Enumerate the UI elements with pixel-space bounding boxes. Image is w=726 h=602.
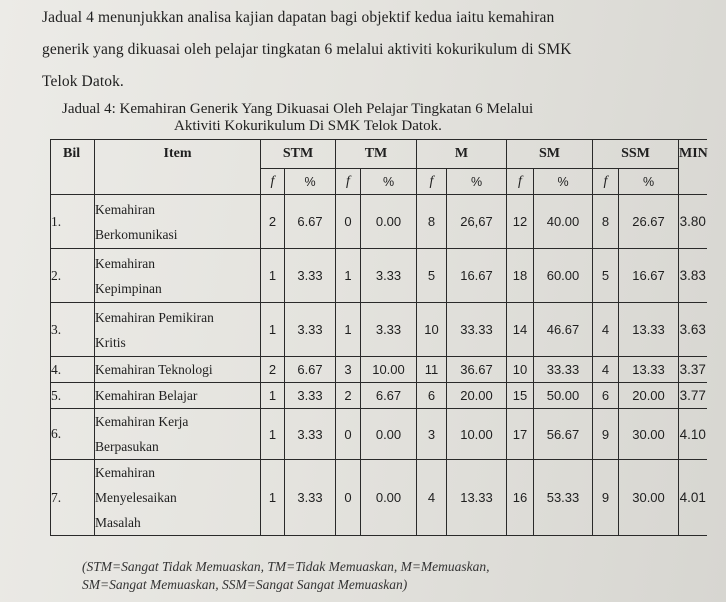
paragraph-line: Jadual 4 menunjukkan analisa kajian dapatan bagi objektif kedua iaitu kemahiran: [42, 9, 555, 26]
cell-frequency: 1: [261, 303, 285, 357]
cell-bil: 4.: [51, 357, 95, 383]
item-line: Kemahiran Kerja: [95, 414, 189, 429]
cell-frequency: 4: [593, 357, 619, 383]
cell-percent: 20.00: [447, 383, 507, 409]
cell-frequency: 1: [336, 249, 361, 303]
item-line: Kemahiran: [95, 465, 155, 480]
cell-frequency: 1: [261, 249, 285, 303]
cell-item: [95, 383, 261, 409]
cell-percent: 10.00: [361, 357, 417, 383]
cell-percent: 6.67: [285, 357, 336, 383]
paragraph-line: Telok Datok.: [42, 73, 124, 90]
cell-percent: 0.00: [361, 409, 417, 460]
cell-frequency: 8: [593, 195, 619, 249]
cell-frequency: 5: [593, 249, 619, 303]
cell-frequency: 0: [336, 409, 361, 460]
cell-item: [95, 195, 261, 249]
subheader-f: f: [593, 169, 619, 195]
item-line: Menyelesaikan: [95, 490, 177, 505]
table-body: [51, 195, 707, 536]
item-line: Kritis: [95, 334, 126, 350]
item-line: Kemahiran Belajar: [95, 388, 198, 403]
cell-percent: 3.33: [361, 249, 417, 303]
cell-frequency: 18: [507, 249, 534, 303]
cell-percent: 36.67: [447, 357, 507, 383]
cell-min: 3.63: [679, 303, 707, 357]
caption-line-2: Aktiviti Kokurikulum Di SMK Telok Datok.: [174, 118, 442, 134]
cell-frequency: 16: [507, 460, 534, 536]
item-line: Berpasukan: [95, 439, 159, 454]
footnote-line-2: SM=Sangat Memuaskan, SSM=Sangat Sangat Memuaskan): [82, 577, 408, 592]
cell-percent: 3.33: [285, 249, 336, 303]
cell-bil: 6.: [51, 409, 95, 460]
subheader-f: f: [261, 169, 285, 195]
cell-frequency: 2: [261, 357, 285, 383]
cell-percent: 33.33: [534, 357, 593, 383]
table-caption: [62, 101, 622, 135]
cell-min: 4.10: [679, 409, 707, 460]
cell-frequency: 0: [336, 195, 361, 249]
footnote-line-1: (STM=Sangat Tidak Memuaskan, TM=Tidak Memuaskan, M=Memuaskan,: [82, 559, 490, 574]
header-tm: TM: [336, 140, 417, 169]
subheader-pct: %: [534, 169, 593, 195]
cell-min: 3.77: [679, 383, 707, 409]
caption-line-1: Jadual 4: Kemahiran Generik Yang Dikuasai Oleh Pelajar Tingkatan 6 Melalui: [62, 101, 534, 117]
cell-percent: 0.00: [361, 195, 417, 249]
cell-min: 3.37: [679, 357, 707, 383]
paragraph-line: generik yang dikuasai oleh pelajar tingkatan 6 melalui aktiviti kokurikulum di SMK: [42, 41, 572, 58]
cell-percent: 56.67: [534, 409, 593, 460]
cell-percent: 10.00: [447, 409, 507, 460]
cell-bil: 1.: [51, 195, 95, 249]
cell-min: 4.01: [679, 460, 707, 536]
header-sm: SM: [507, 140, 593, 169]
header-stm: STM: [261, 140, 336, 169]
cell-percent: 6.67: [285, 195, 336, 249]
cell-item: [95, 460, 261, 536]
cell-percent: 33.33: [447, 303, 507, 357]
header-bil: Bil: [51, 140, 95, 195]
cell-frequency: 6: [417, 383, 447, 409]
cell-percent: 60.00: [534, 249, 593, 303]
cell-frequency: 1: [336, 303, 361, 357]
cell-percent: 13.33: [619, 357, 679, 383]
cell-percent: 3.33: [285, 303, 336, 357]
item-line: Kemahiran Teknologi: [95, 362, 213, 377]
cell-frequency: 14: [507, 303, 534, 357]
item-line: Berkomunikasi: [95, 226, 178, 242]
subheader-pct: %: [619, 169, 679, 195]
cell-frequency: 3: [417, 409, 447, 460]
cell-bil: 3.: [51, 303, 95, 357]
cell-bil: 2.: [51, 249, 95, 303]
intro-paragraph: [42, 2, 682, 98]
header-min: MIN: [679, 140, 707, 195]
cell-percent: 6.67: [361, 383, 417, 409]
cell-bil: 5.: [51, 383, 95, 409]
cell-frequency: 0: [336, 460, 361, 536]
cell-percent: 3.33: [285, 460, 336, 536]
cell-percent: 3.33: [285, 409, 336, 460]
cell-frequency: 4: [593, 303, 619, 357]
cell-percent: 30.00: [619, 409, 679, 460]
cell-frequency: 3: [336, 357, 361, 383]
subheader-pct: %: [285, 169, 336, 195]
cell-item: [95, 357, 261, 383]
cell-percent: 0.00: [361, 460, 417, 536]
cell-percent: 13.33: [619, 303, 679, 357]
item-line: Kemahiran: [95, 255, 155, 271]
table-row: [51, 460, 707, 536]
cell-frequency: 9: [593, 409, 619, 460]
cell-bil: 7.: [51, 460, 95, 536]
item-line: Kemahiran Pemikiran: [95, 309, 214, 325]
cell-percent: 53.33: [534, 460, 593, 536]
cell-percent: 20.00: [619, 383, 679, 409]
cell-item: [95, 249, 261, 303]
cell-min: 3.80: [679, 195, 707, 249]
header-ssm: SSM: [593, 140, 679, 169]
skills-table: [50, 139, 707, 536]
cell-frequency: 15: [507, 383, 534, 409]
cell-frequency: 9: [593, 460, 619, 536]
cell-frequency: 1: [261, 409, 285, 460]
cell-min: 3.83: [679, 249, 707, 303]
cell-frequency: 2: [261, 195, 285, 249]
cell-percent: 30.00: [619, 460, 679, 536]
subheader-f: f: [507, 169, 534, 195]
cell-frequency: 2: [336, 383, 361, 409]
cell-percent: 40.00: [534, 195, 593, 249]
cell-frequency: 4: [417, 460, 447, 536]
subheader-pct: %: [447, 169, 507, 195]
cell-frequency: 6: [593, 383, 619, 409]
cell-frequency: 10: [417, 303, 447, 357]
cell-percent: 16.67: [619, 249, 679, 303]
table-row: [51, 409, 707, 460]
cell-frequency: 17: [507, 409, 534, 460]
item-line: Kepimpinan: [95, 280, 162, 296]
cell-frequency: 1: [261, 460, 285, 536]
cell-frequency: 10: [507, 357, 534, 383]
cell-percent: 26,67: [447, 195, 507, 249]
subheader-f: f: [336, 169, 361, 195]
cell-frequency: 1: [261, 383, 285, 409]
cell-frequency: 5: [417, 249, 447, 303]
cell-item: [95, 409, 261, 460]
cell-percent: 16.67: [447, 249, 507, 303]
cell-frequency: 11: [417, 357, 447, 383]
cell-frequency: 8: [417, 195, 447, 249]
header-m: M: [417, 140, 507, 169]
table-row: [51, 383, 707, 409]
table-header-row: [51, 140, 707, 169]
subheader-f: f: [417, 169, 447, 195]
cell-item: [95, 303, 261, 357]
cell-percent: 50.00: [534, 383, 593, 409]
cell-percent: 3.33: [361, 303, 417, 357]
header-item: Item: [95, 140, 261, 195]
table-row: [51, 195, 707, 249]
item-line: Kemahiran: [95, 201, 155, 217]
cell-percent: 3.33: [285, 383, 336, 409]
cell-percent: 13.33: [447, 460, 507, 536]
subheader-pct: %: [361, 169, 417, 195]
table-row: [51, 357, 707, 383]
table-row: [51, 303, 707, 357]
footnote: [82, 558, 582, 594]
item-line: Masalah: [95, 515, 141, 530]
cell-percent: 26.67: [619, 195, 679, 249]
cell-frequency: 12: [507, 195, 534, 249]
cell-percent: 46.67: [534, 303, 593, 357]
table-row: [51, 249, 707, 303]
